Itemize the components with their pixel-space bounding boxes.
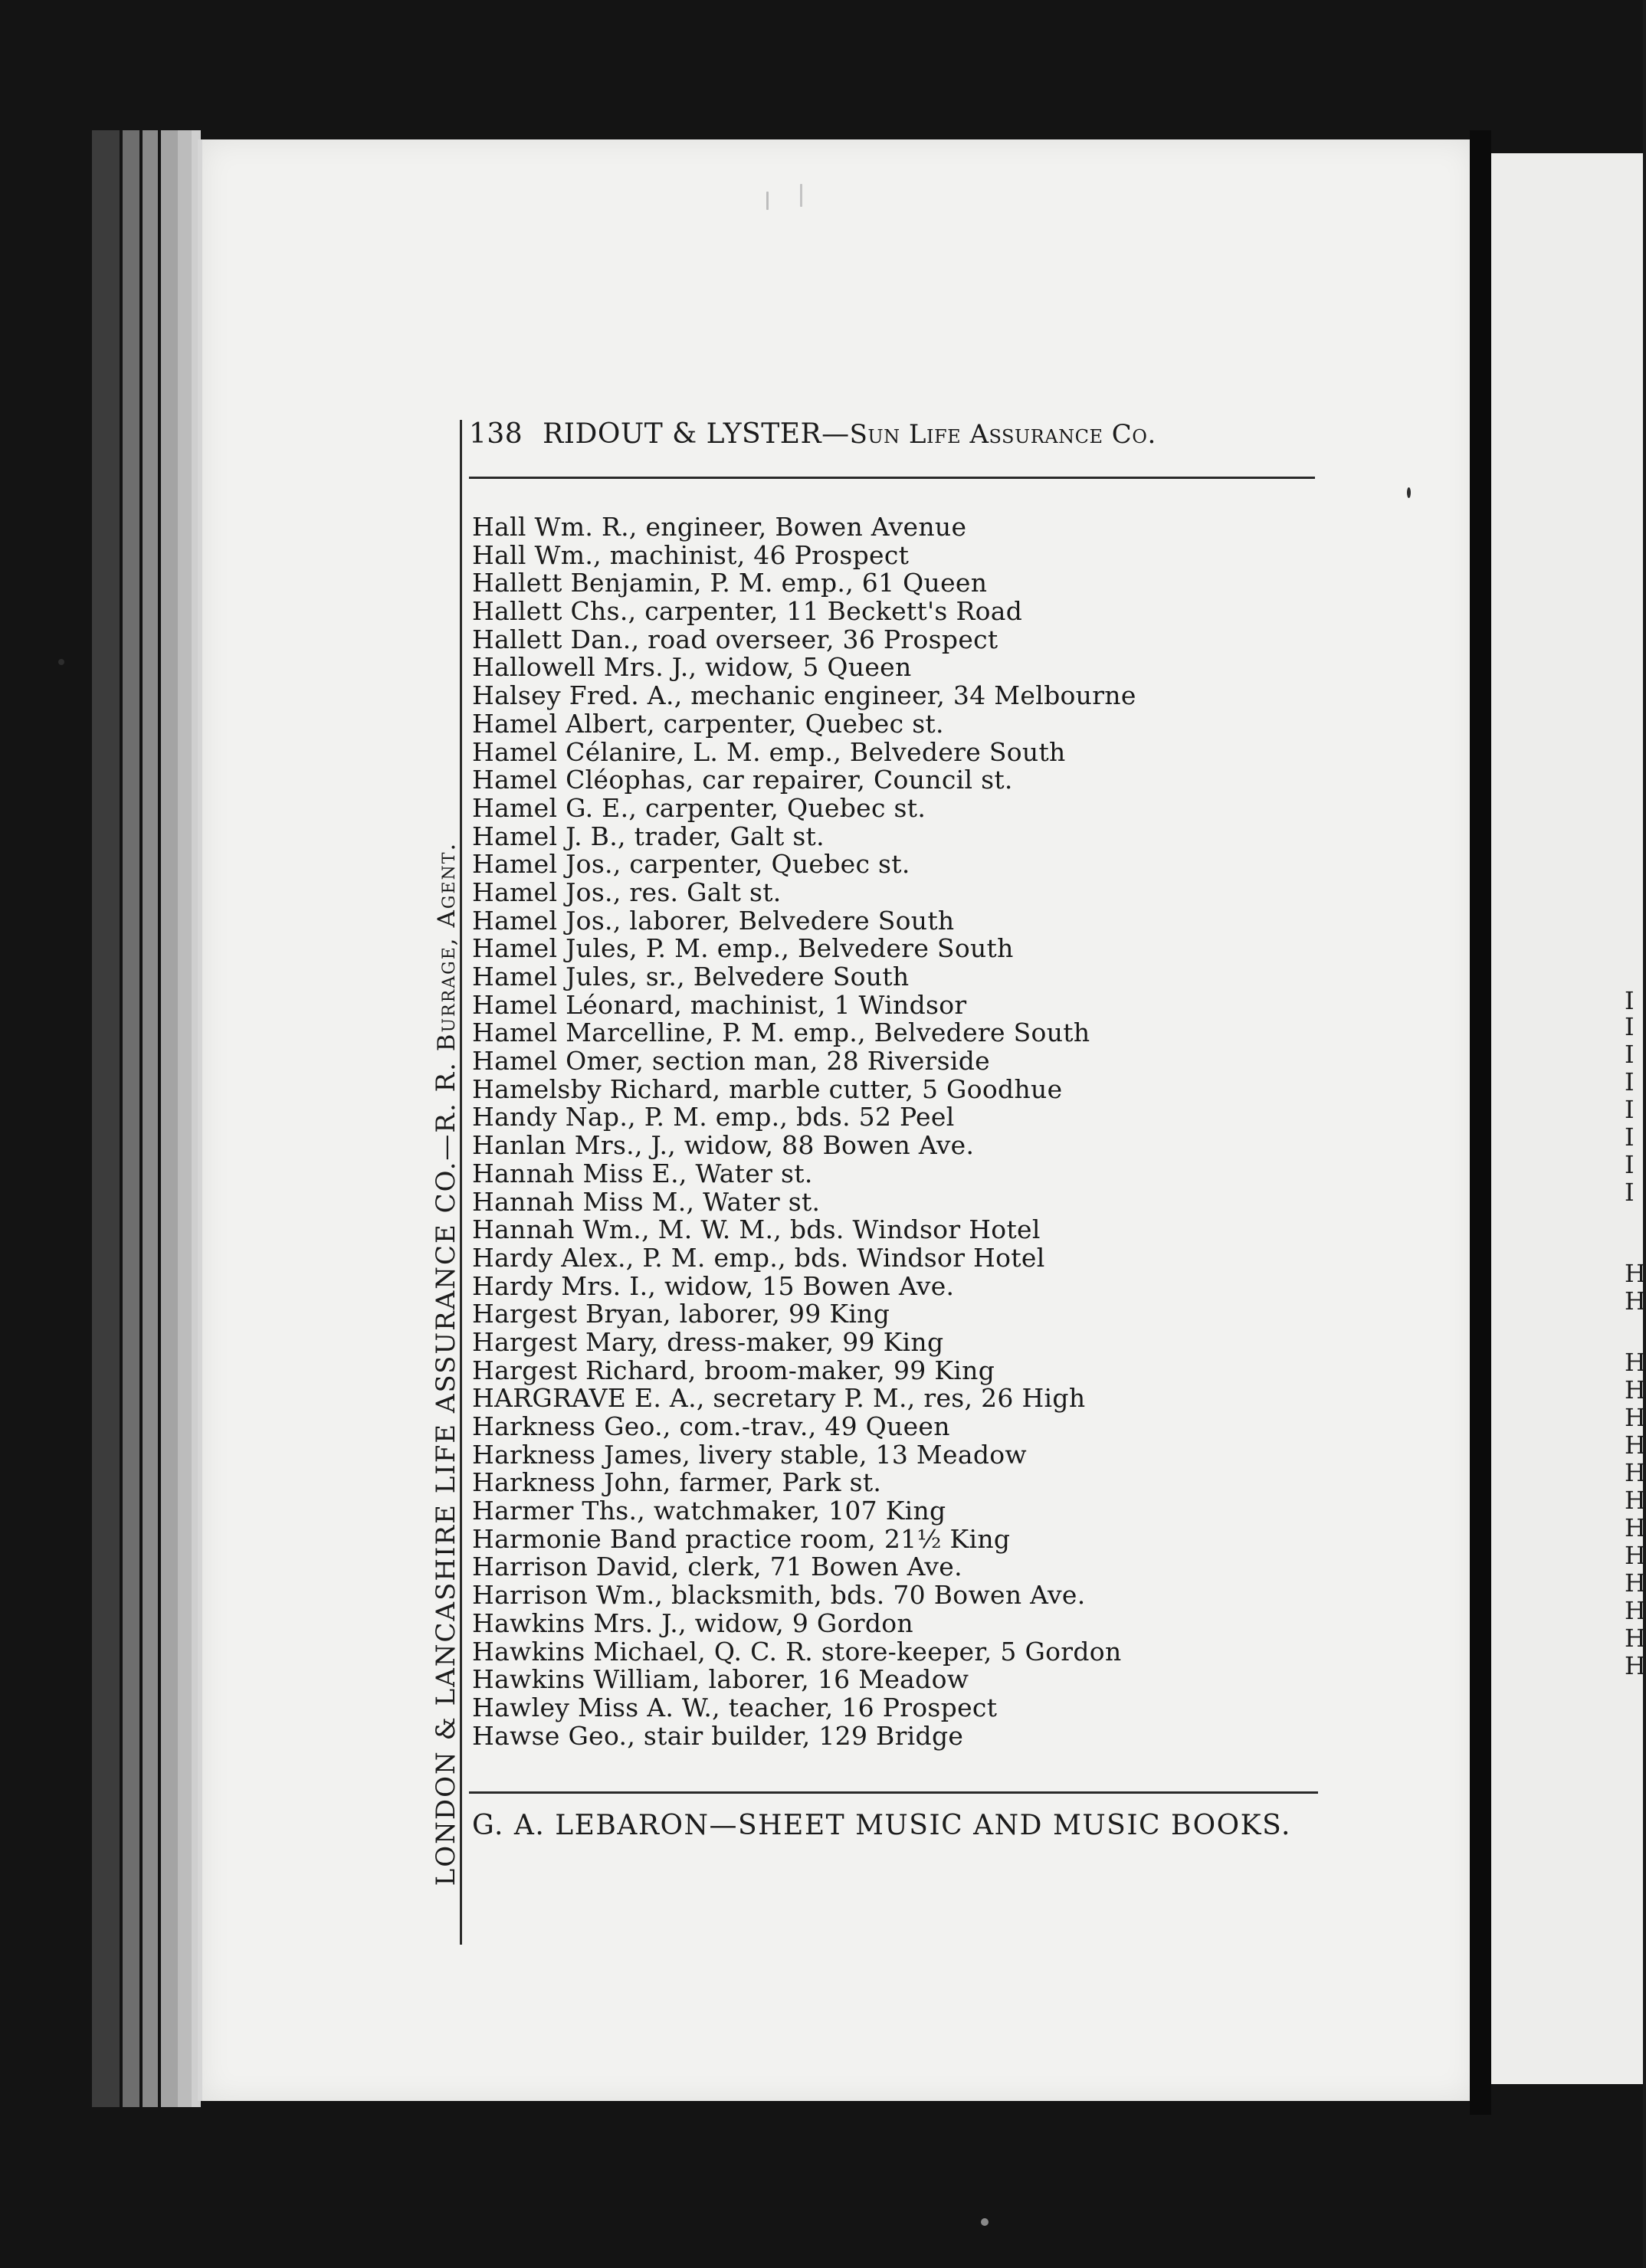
- page-edge: [143, 130, 158, 2107]
- facing-page-letter: I: [1625, 1150, 1635, 1179]
- side-advertisement-text: [431, 759, 461, 1969]
- facing-page-letter: H: [1625, 1541, 1646, 1570]
- directory-entry: Hawley Miss A. W., teacher, 16 Prospect: [472, 1692, 998, 1722]
- directory-entry: Halsey Fred. A., mechanic engineer, 34 Melbourne: [472, 680, 1136, 711]
- facing-page-letter: H: [1625, 1458, 1646, 1487]
- directory-entry: Harkness John, farmer, Park st.: [472, 1467, 882, 1498]
- directory-entry: Hamel J. B., trader, Galt st.: [472, 821, 825, 851]
- directory-entry: Hargest Bryan, laborer, 99 King: [472, 1299, 890, 1329]
- facing-page-letter: H: [1625, 1486, 1646, 1515]
- directory-entry: Hamel Jos., carpenter, Quebec st.: [472, 849, 910, 880]
- facing-page-letter: H: [1625, 1403, 1646, 1432]
- directory-entry: Hallett Chs., carpenter, 11 Beckett's Road: [472, 596, 1023, 627]
- directory-entry: Handy Nap., P. M. emp., bds. 52 Peel: [472, 1102, 955, 1132]
- directory-entry: Harkness James, livery stable, 13 Meadow: [472, 1439, 1027, 1470]
- directory-entry: Hamel Léonard, machinist, 1 Windsor: [472, 989, 967, 1020]
- facing-page-letter: I: [1625, 986, 1635, 1015]
- directory-entry: Hargest Mary, dress-maker, 99 King: [472, 1326, 944, 1357]
- scan-speck: [981, 2218, 989, 2226]
- directory-entry: Hanlan Mrs., J., widow, 88 Bowen Ave.: [472, 1130, 975, 1161]
- directory-entry: HARGRAVE E. A., secretary P. M., res, 26 High: [472, 1383, 1086, 1414]
- facing-page-letter: I: [1625, 1012, 1635, 1041]
- directory-entry: Hamel Omer, section man, 28 Riverside: [472, 1046, 990, 1077]
- facing-page-letter: H: [1625, 1348, 1646, 1377]
- side-ad-main: LONDON & LANCASHIRE LIFE ASSURANCE CO.—R. R.: [431, 1061, 461, 1886]
- directory-entry: Hamel Marcelline, P. M. emp., Belvedere South: [472, 1018, 1090, 1048]
- facing-page-letter: H: [1625, 1596, 1646, 1625]
- facing-page-letter: I: [1625, 1095, 1635, 1124]
- directory-entries: [472, 513, 1330, 1750]
- company-name: Sun Life Assurance Co.: [849, 419, 1156, 450]
- directory-entry: Hannah Miss E., Water st.: [472, 1158, 813, 1188]
- book-gutter: [1470, 130, 1491, 2115]
- directory-entry: Harkness Geo., com.-trav., 49 Queen: [472, 1411, 950, 1441]
- facing-page-letter: H: [1625, 1431, 1646, 1460]
- directory-entry: Hallett Benjamin, P. M. emp., 61 Queen: [472, 568, 988, 598]
- page-edge: [161, 130, 178, 2107]
- directory-entry: Hamel Jules, sr., Belvedere South: [472, 962, 910, 991]
- directory-entry: Hardy Alex., P. M. emp., bds. Windsor Hotel: [472, 1242, 1045, 1273]
- facing-page-letter: H: [1625, 1513, 1646, 1542]
- scan-speck: [800, 184, 802, 207]
- page-edge: [123, 130, 139, 2107]
- scan-speck: [1407, 487, 1411, 498]
- directory-entry: Hawkins William, laborer, 16 Meadow: [472, 1664, 969, 1695]
- footer-rule: [469, 1791, 1318, 1794]
- directory-entry: Hamelsby Richard, marble cutter, 5 Goodhue: [472, 1073, 1063, 1104]
- facing-page-letter: I: [1625, 1040, 1635, 1069]
- directory-entry: Hargest Richard, broom-maker, 99 King: [472, 1355, 995, 1385]
- directory-entry: Hall Wm. R., engineer, Bowen Avenue: [472, 512, 967, 542]
- directory-entry: Hallowell Mrs. J., widow, 5 Queen: [472, 652, 912, 683]
- running-head: [469, 418, 1312, 450]
- directory-entry: Hall Wm., machinist, 46 Prospect: [472, 539, 910, 570]
- page-number: 138: [469, 418, 523, 450]
- facing-page-letter: I: [1625, 1178, 1635, 1207]
- directory-entry: Harmer Ths., watchmaker, 107 King: [472, 1496, 946, 1526]
- page-edge: [92, 130, 120, 2107]
- directory-entry: Hawkins Michael, Q. C. R. store-keeper, 5 Gordon: [472, 1636, 1122, 1667]
- directory-entry: Harrison Wm., blacksmith, bds. 70 Bowen Ave.: [472, 1580, 1086, 1611]
- directory-entry: Hamel G. E., carpenter, Quebec st.: [472, 792, 926, 823]
- page-edge: [178, 130, 192, 2107]
- facing-page-letter: H: [1625, 1568, 1646, 1598]
- facing-page-letter: H: [1625, 1259, 1646, 1288]
- scan-speck: [766, 192, 769, 210]
- directory-entry: Hannah Miss M., Water st.: [472, 1186, 821, 1217]
- directory-entry: Harrison David, clerk, 71 Bowen Ave.: [472, 1552, 962, 1582]
- facing-page-letter: H: [1625, 1624, 1646, 1653]
- facing-page-letter: I: [1625, 1123, 1635, 1152]
- directory-entry: Hamel Albert, carpenter, Quebec st.: [472, 708, 944, 739]
- header-rule: [469, 477, 1315, 479]
- directory-entry: Hamel Cléophas, car repairer, Council st.: [472, 765, 1013, 795]
- footer-advertisement: G. A. LEBARON—SHEET MUSIC AND MUSIC BOOKS.: [472, 1810, 1291, 1841]
- directory-entry: Hamel Jules, P. M. emp., Belvedere South: [472, 933, 1014, 964]
- directory-entry: Hallett Dan., road overseer, 36 Prospect: [472, 624, 998, 654]
- directory-entry: Hawse Geo., stair builder, 129 Bridge: [472, 1720, 964, 1751]
- head-separator: —: [821, 418, 850, 450]
- facing-page-letter: H: [1625, 1375, 1646, 1404]
- facing-page: [1491, 153, 1643, 2084]
- directory-entry: Harmonie Band practice room, 21½ King: [472, 1523, 1011, 1554]
- facing-page-letter: H: [1625, 1651, 1646, 1680]
- side-ad-agent: Burrage, Agent.: [433, 841, 461, 1052]
- directory-entry: Hamel Célanire, L. M. emp., Belvedere South: [472, 736, 1066, 767]
- facing-page-letter: H: [1625, 1286, 1646, 1316]
- directory-entry: Hawkins Mrs. J., widow, 9 Gordon: [472, 1608, 913, 1638]
- facing-page-letter: I: [1625, 1067, 1635, 1096]
- scan-speck: [58, 659, 64, 665]
- firm-name: RIDOUT & LYSTER: [543, 418, 822, 450]
- directory-entry: Hamel Jos., laborer, Belvedere South: [472, 905, 955, 936]
- directory-entry: Hannah Wm., M. W. M., bds. Windsor Hotel: [472, 1214, 1041, 1245]
- directory-entry: Hardy Mrs. I., widow, 15 Bowen Ave.: [472, 1270, 955, 1301]
- directory-entry: Hamel Jos., res. Galt st.: [472, 877, 782, 907]
